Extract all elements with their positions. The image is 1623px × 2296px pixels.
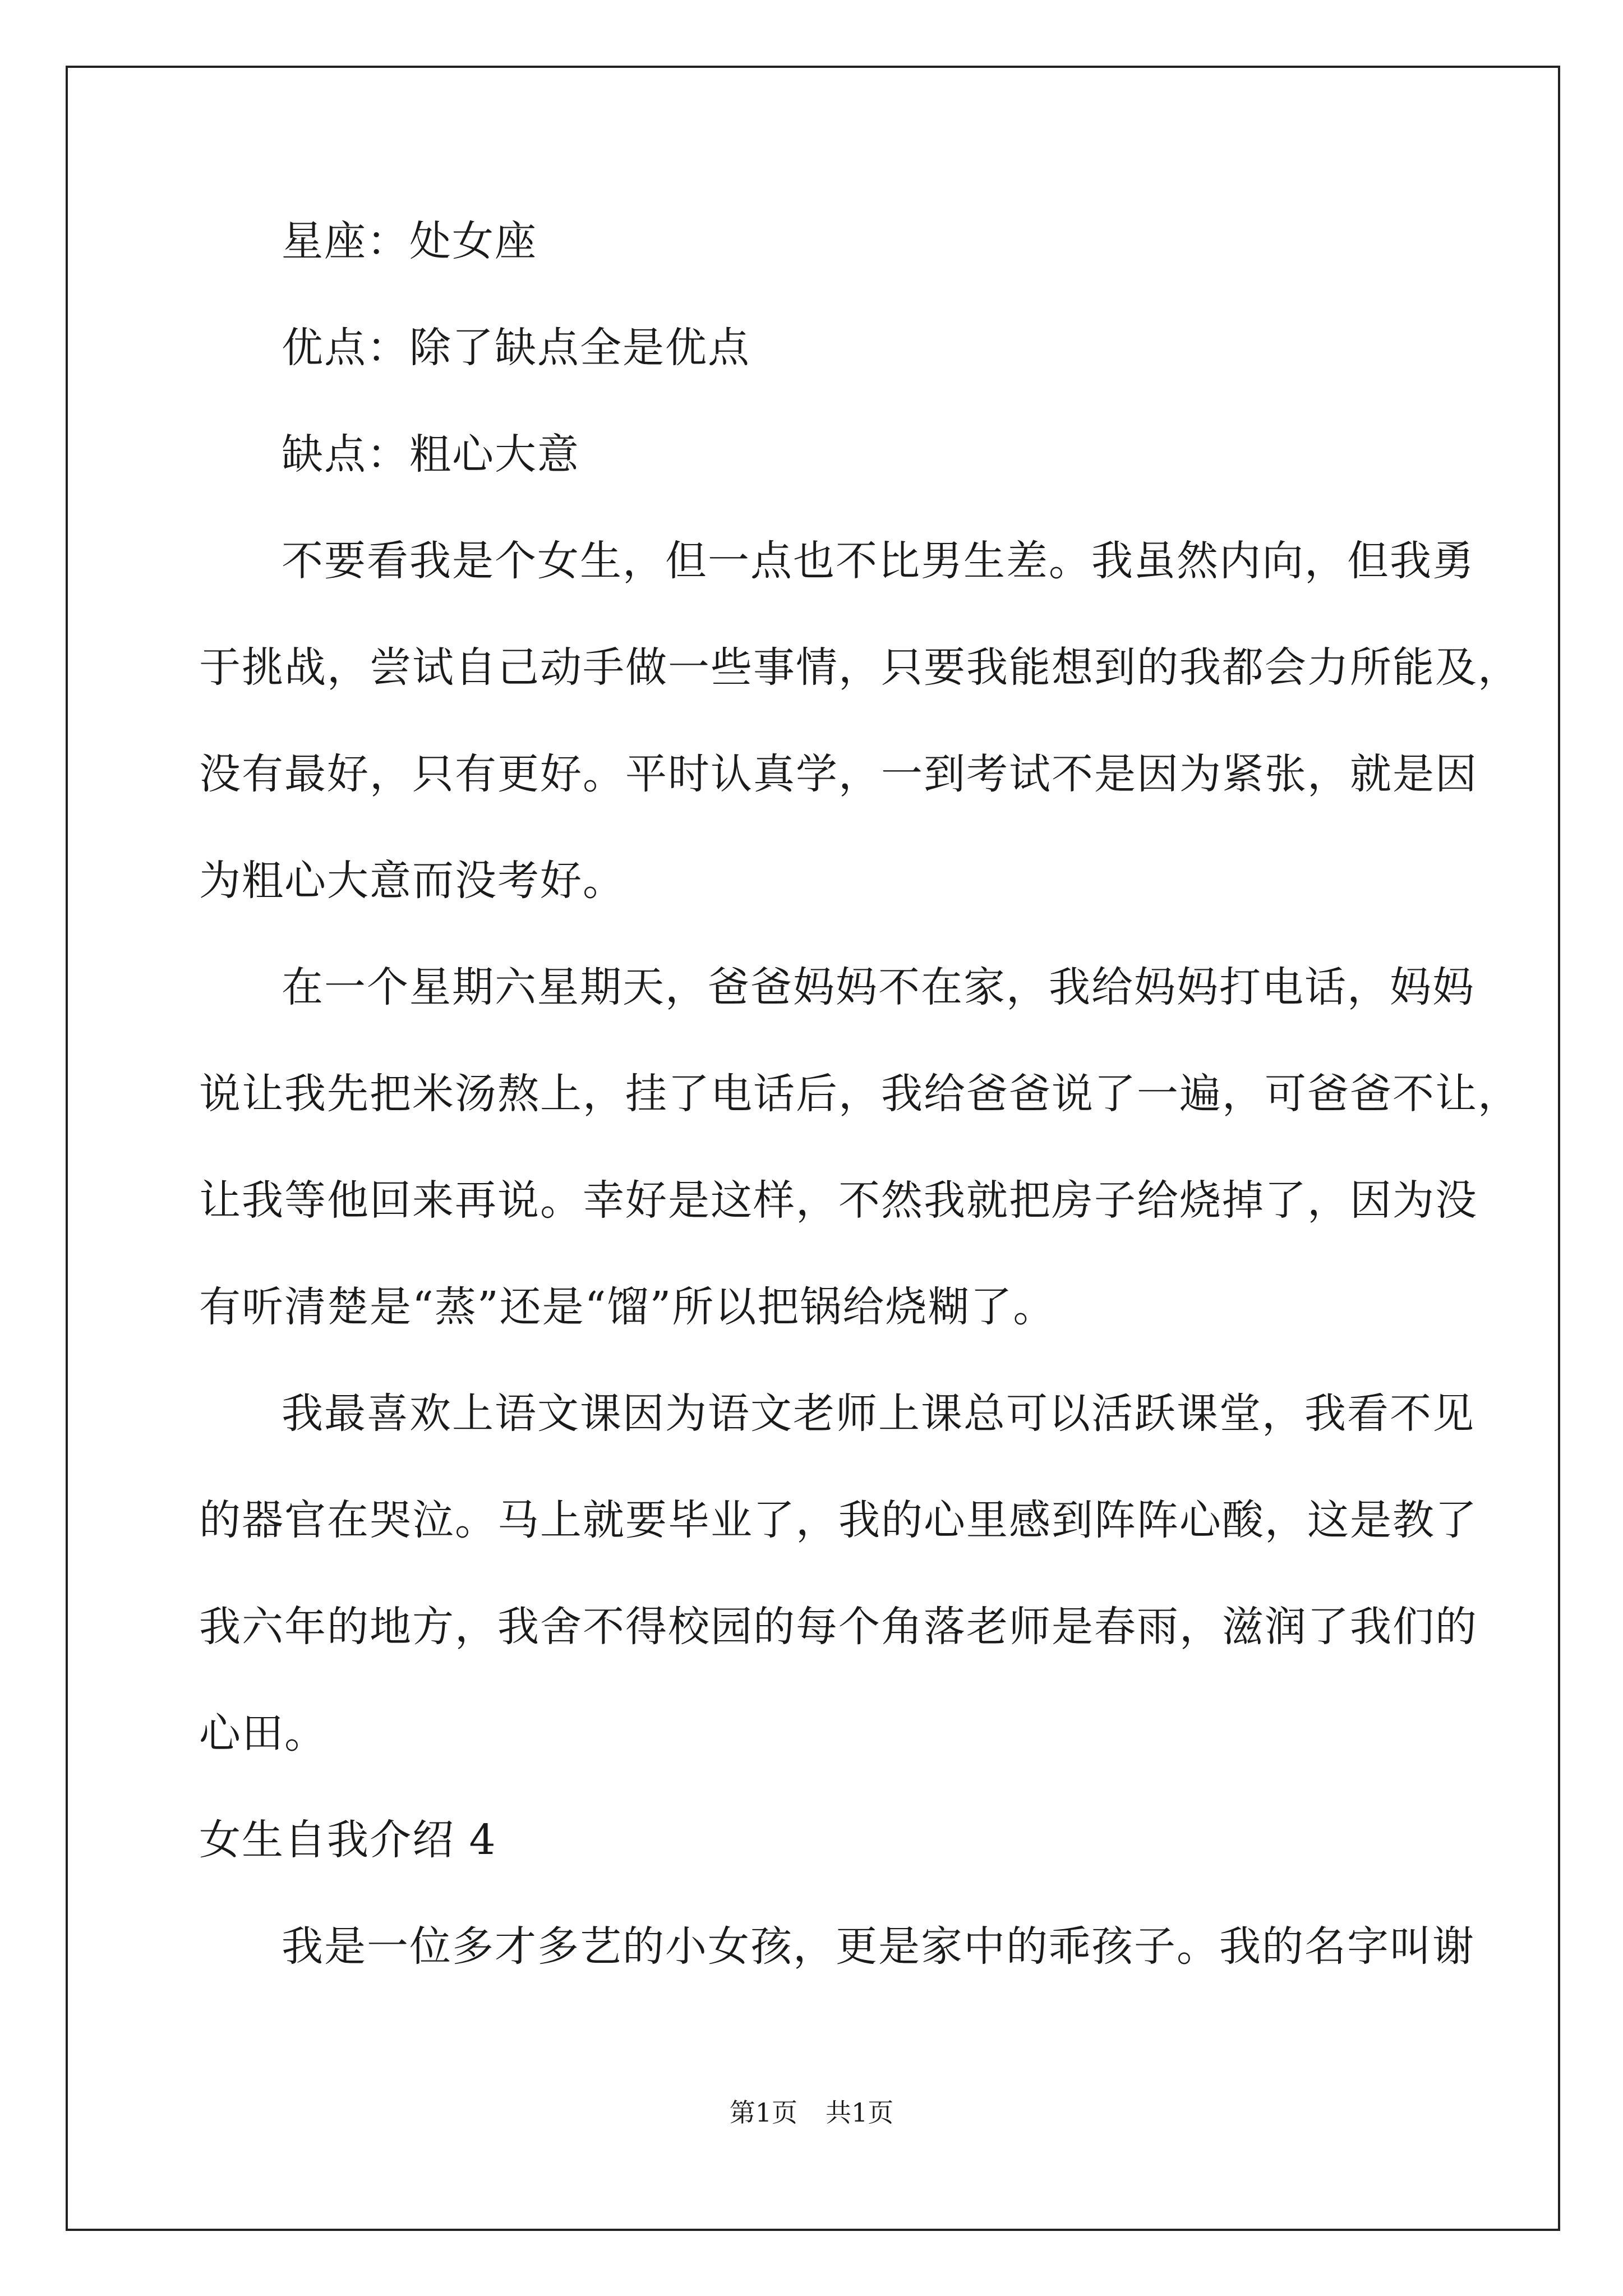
text-line: 星座：处女座	[282, 217, 537, 265]
page-number: 第1页	[729, 2097, 797, 2128]
text-line: 在一个星期六星期天，爸爸妈妈不在家，我给妈妈打电话，妈妈	[282, 963, 1475, 1011]
page-footer	[0, 2092, 1623, 2129]
text-line: 心田。	[199, 1709, 327, 1757]
text-line: 没有最好，只有更好。平时认真学，一到考试不是因为紧张，就是因	[199, 750, 1478, 798]
text-line: 于挑战，尝试自己动手做一些事情，只要我能想到的我都会力所能及，	[199, 643, 1520, 692]
text-line: 不要看我是个女生，但一点也不比男生差。我虽然内向，但我勇	[282, 537, 1475, 585]
section-heading: 女生自我介绍 4	[199, 1816, 497, 1864]
text-line: 有听清楚是“蒸”还是“馏”所以把锅给烧糊了。	[199, 1283, 1056, 1331]
text-line: 让我等他回来再说。幸好是这样，不然我就把房子给烧掉了，因为没	[199, 1176, 1478, 1225]
text-line: 我最喜欢上语文课因为语文老师上课总可以活跃课堂，我看不见	[282, 1389, 1475, 1438]
page-border	[66, 66, 1560, 2231]
text-line: 我是一位多才多艺的小女孩，更是家中的乖孩子。我的名字叫谢	[282, 1922, 1475, 1971]
text-line: 说让我先把米汤熬上，挂了电话后，我给爸爸说了一遍，可爸爸不让，	[199, 1070, 1520, 1118]
page-total: 共1页	[826, 2097, 894, 2128]
text-line: 优点：除了缺点全是优点	[282, 324, 750, 372]
text-line: 缺点：粗心大意	[282, 430, 580, 478]
text-line: 我六年的地方，我舍不得校园的每个角落老师是春雨，滋润了我们的	[199, 1603, 1478, 1651]
text-line: 为粗心大意而没考好。	[199, 857, 625, 905]
text-line: 的器官在哭泣。马上就要毕业了，我的心里感到阵阵心酸，这是教了	[199, 1496, 1478, 1544]
